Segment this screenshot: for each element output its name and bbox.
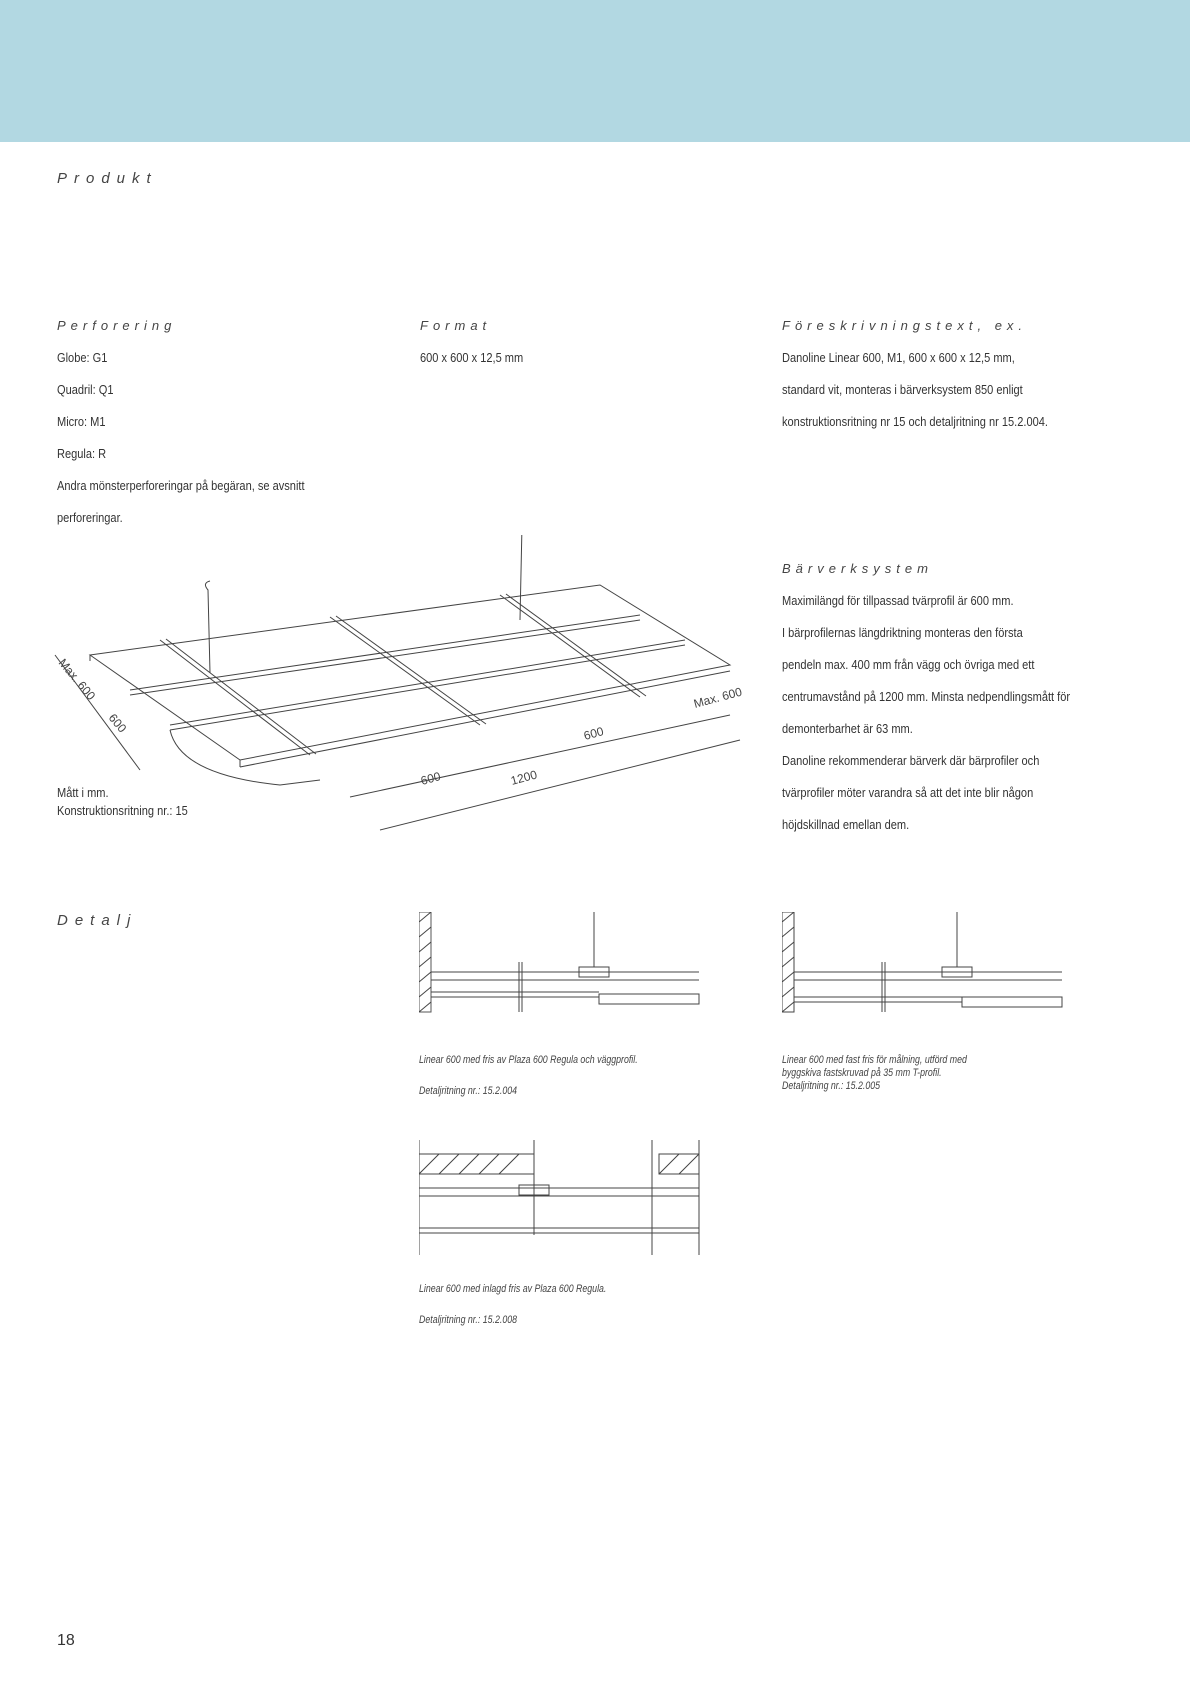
- format-heading: Format: [420, 318, 492, 333]
- construction-drawing: [40, 535, 780, 845]
- page-number: 18: [57, 1632, 75, 1649]
- foreskrivning-text: [782, 342, 1095, 438]
- perforering-line: Micro: M1: [57, 414, 106, 429]
- detail-2-ref: Detaljritning nr.: 15.2.005: [782, 1080, 880, 1092]
- barverk-line: tvärprofiler möter varandra så att det inte blir någon: [782, 785, 1034, 800]
- barverk-line: pendeln max. 400 mm från vägg och övriga med ett: [782, 657, 1035, 672]
- section-title-detalj: Detalj: [57, 912, 138, 929]
- perforering-line: Globe: G1: [57, 350, 108, 365]
- detail-drawing-2: [782, 912, 1067, 1017]
- detail-1-caption: Linear 600 med fris av Plaza 600 Regula och väggprofil.: [419, 1054, 638, 1066]
- foreskrivning-line: Danoline Linear 600, M1, 600 x 600 x 12,5 mm,: [782, 350, 1015, 365]
- detail-3-caption: Linear 600 med inlagd fris av Plaza 600 Regula.: [419, 1283, 607, 1295]
- perforering-line: Andra mönsterperforeringar på begäran, se avsnitt: [57, 478, 305, 493]
- detail-1-ref: Detaljritning nr.: 15.2.004: [419, 1085, 517, 1097]
- format-value: 600 x 600 x 12,5 mm: [420, 350, 524, 365]
- grid-main-profiles: [90, 585, 730, 785]
- barverk-line: centrumavstånd på 1200 mm. Minsta nedpendlingsmått för: [782, 689, 1071, 704]
- dim-max-600-left: Max. 600: [55, 655, 99, 703]
- foreskrivning-line: konstruktionsritning nr 15 och detaljritning nr 15.2.004.: [782, 414, 1048, 429]
- section-title-produkt: Produkt: [57, 170, 158, 187]
- barverk-line: höjdskillnad emellan dem.: [782, 817, 910, 832]
- foreskrivning-line: standard vit, monteras i bärverksystem 850 enligt: [782, 382, 1023, 397]
- dim-max-600-right: Max. 600: [692, 684, 744, 711]
- drawing-note-ref: Konstruktionsritning nr.: 15: [57, 803, 188, 818]
- detail-drawing-3: [419, 1140, 704, 1255]
- dim-600-left: 600: [105, 710, 130, 736]
- barverk-line: Danoline rekommenderar bärverk där bärprofiler och: [782, 753, 1040, 768]
- detail-2-caption: Linear 600 med fast fris för målning, utförd med: [782, 1054, 967, 1066]
- perforering-line: Regula: R: [57, 446, 107, 461]
- dim-600-right: 600: [582, 724, 606, 743]
- barverk-line: demonterbarhet är 63 mm.: [782, 721, 913, 736]
- barverk-line: I bärprofilernas längdriktning monteras den första: [782, 625, 1023, 640]
- barverk-line: Maximilängd för tillpassad tvärprofil är 600 mm.: [782, 593, 1014, 608]
- detail-drawing-1: [419, 912, 704, 1017]
- perforering-line: Quadril: Q1: [57, 382, 114, 397]
- dim-1200: 1200: [509, 767, 539, 788]
- foreskrivning-heading: Föreskrivningstext, ex.: [782, 318, 1028, 333]
- drawing-note-units: Mått i mm.: [57, 785, 109, 800]
- perforering-list: [57, 342, 348, 534]
- perforering-heading: Perforering: [57, 318, 177, 333]
- detail-3-ref: Detaljritning nr.: 15.2.008: [419, 1314, 517, 1326]
- dim-600-bottom: 600: [419, 769, 443, 788]
- detail-2-caption-2: byggskiva fastskruvad på 35 mm T-profil.: [782, 1067, 942, 1079]
- header-band: [0, 0, 1190, 142]
- hangers: [205, 535, 524, 673]
- barverk-text: [782, 585, 1121, 841]
- barverk-heading: Bärverksystem: [782, 561, 933, 576]
- perforering-line: perforeringar.: [57, 510, 123, 525]
